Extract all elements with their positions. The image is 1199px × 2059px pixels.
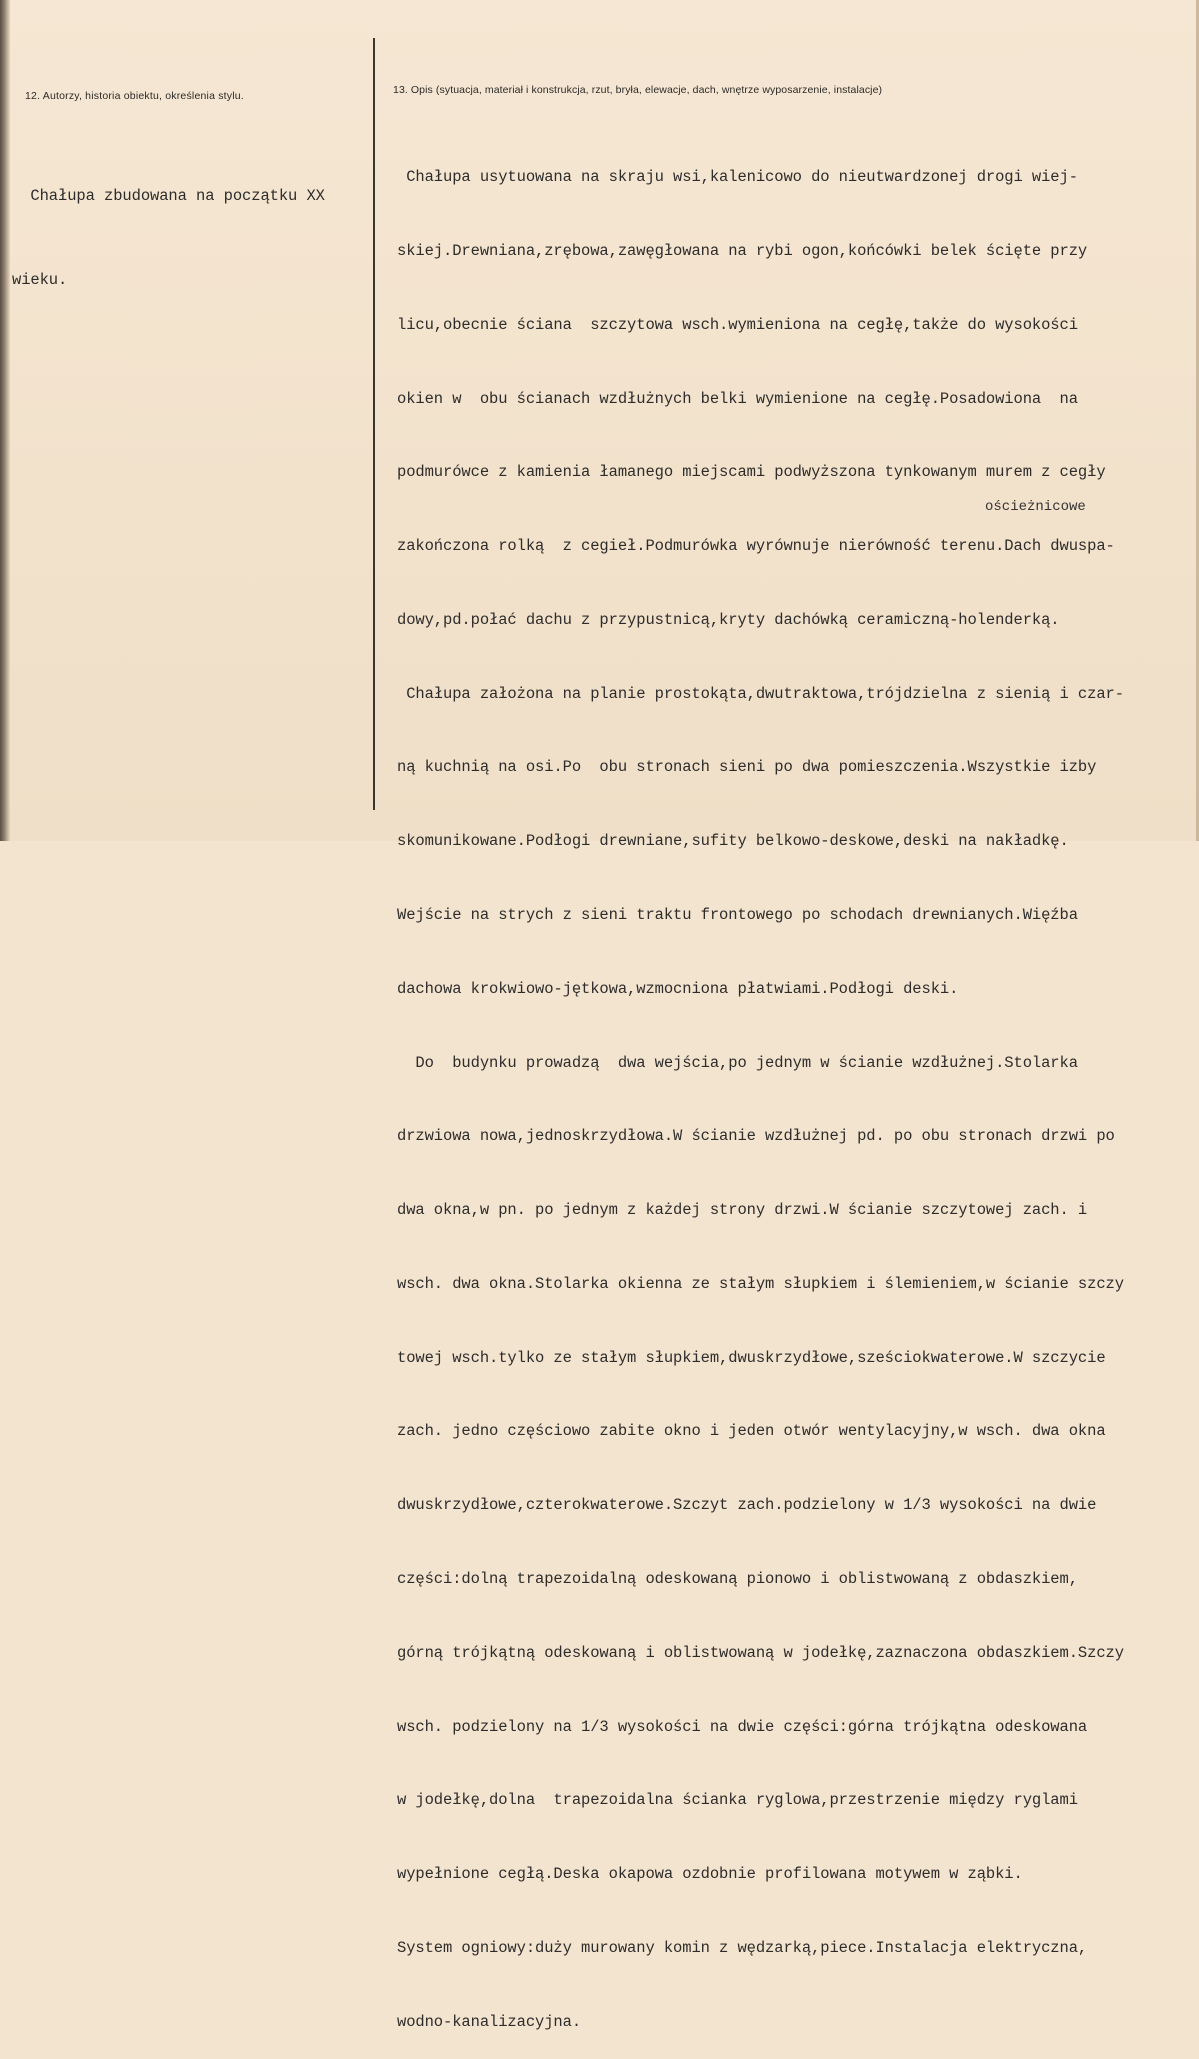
section-13-line: podmurówce z kamienia łamanego miejscami podwyższona tynkowanym murem z cegły [397,463,1106,482]
section-13-line: dwuskrzydłowe,czterokwaterowe.Szczyt zach.podzielony w 1/3 wysokości na dwie [397,1496,1097,1515]
section-13-line: skiej.Drewniana,zrębowa,zawęgłowana na rybi ogon,końcówki belek ścięte przy [397,241,1088,260]
section-13-text [397,116,1124,2059]
section-13-line: wodno-kanalizacyjna. [397,2012,582,2031]
section-13-line: licu,obecnie ściana szczytowa wsch.wymieniona na cegłę,także do wysokości [397,315,1078,334]
section-13-line: towej wsch.tylko ze stałym słupkiem,dwuskrzydłowe,sześciokwaterowe.W szczycie [397,1348,1106,1367]
section-13-line: zakończona rolką z cegieł.Podmurówka wyrównuje nierówność terenu.Dach dwuspa- [397,537,1115,556]
section-13-line: skomunikowane.Podłogi drewniane,sufity belkowo-deskowe,deski na nakładkę. [397,832,1069,851]
section-12-line: wieku. [12,271,68,289]
section-13-line: górną trójkątną odeskowaną i oblistwowaną w jodełkę,zaznaczona obdaszkiem.Szczy [397,1643,1124,1662]
section-13-line: Chałupa usytuowana na skraju wsi,kalenicowo do nieutwardzonej drogi wiej- [397,168,1078,187]
typed-insertion: ościeżnicowe [985,499,1086,515]
section-13-line: dowy,pd.połać dachu z przypustnicą,kryty dachówką ceramiczną-holenderką. [397,610,1060,629]
section-13-line: dachowa krokwiowo-jętkowa,wzmocniona płatwiami.Podłogi deski. [397,979,959,998]
section-13-heading: 13. Opis (sytuacja, materiał i konstrukcja, rzut, bryła, elewacje, dach, wnętrze wyposarzenie, instalacje) [393,84,883,96]
section-13-line: System ogniowy:duży murowany komin z wędzarką,piece.Instalacja elektryczna, [397,1938,1088,1957]
section-13-line: Chałupa założona na planie prostokąta,dwutraktowa,trójdzielna z sienią i czar- [397,684,1124,703]
section-13-line: Wejście na strych z sieni traktu frontowego po schodach drewnianych.Więźba [397,906,1078,924]
section-13-line: dwa okna,w pn. po jednym z każdej strony drzwi.W ścianie szczytowej zach. i [397,1201,1088,1220]
section-13-line: drzwiowa nowa,jednoskrzydłowa.W ścianie wzdłużnej pd. po obu stronach drzwi po [397,1127,1115,1146]
section-12-heading: 12. Autorzy, historia obiektu, określenia stylu. [25,90,244,102]
section-13-line: wsch. podzielony na 1/3 wysokości na dwie części:górna trójkątna odeskowana [397,1717,1088,1736]
section-13-line: w jodełkę,dolna trapezoidalna ścianka ryglowa,przestrzenie między ryglami [397,1791,1078,1810]
section-12-text [12,126,325,322]
column-divider [373,38,375,810]
section-13-line: części:dolną trapezoidalną odeskowaną pionowo i oblistwowaną z obdaszkiem, [397,1570,1078,1589]
section-13-line: zach. jedno częściowo zabite okno i jeden otwór wentylacyjny,w wsch. dwa okna [397,1422,1106,1441]
section-13-line: okien w obu ścianach wzdłużnych belki wymienione na cegłę.Posadowiona na [397,389,1078,408]
section-12-line: Chałupa zbudowana na początku XX [12,187,325,205]
section-13-line: ną kuchnią na osi.Po obu stronach sieni po dwa pomieszczenia.Wszystkie izby [397,758,1097,777]
section-13-line: wypełnione cegłą.Deska okapowa ozdobnie profilowana motywem w ząbki. [397,1865,1023,1884]
card-left-edge [0,0,10,841]
section-13-line: Do budynku prowadzą dwa wejścia,po jednym w ścianie wzdłużnej.Stolarka [397,1053,1078,1072]
section-13-line: wsch. dwa okna.Stolarka okienna ze stałym słupkiem i ślemieniem,w ścianie szczy [397,1274,1124,1293]
